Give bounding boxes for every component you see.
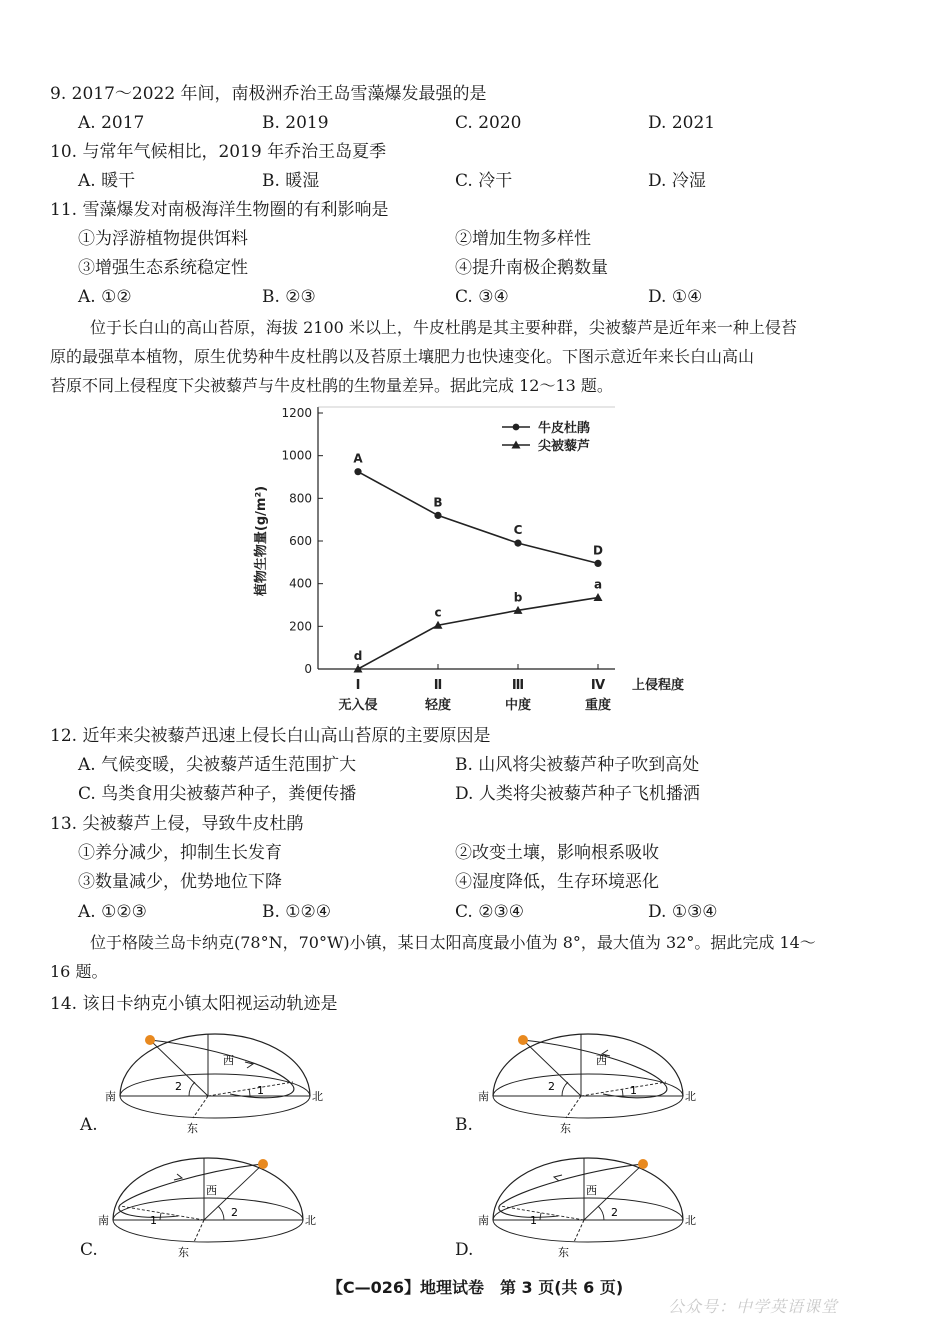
q13-item-1: ①养分减少，抑制生长发育 [78, 843, 282, 863]
q9-stem: 9. 2017～2022 年间，南极洲乔治王岛雪藻爆发最强的是 [50, 84, 487, 104]
q14-option-a[interactable]: A. [80, 1115, 98, 1135]
north-label: 北 [305, 1214, 316, 1227]
q10-option-a[interactable]: A. 暖干 [78, 171, 136, 191]
north-label: 北 [685, 1090, 696, 1103]
sun-path-diagram-b[interactable] [478, 1026, 698, 1136]
q14-option-d[interactable]: D. [455, 1240, 474, 1260]
east-label: 东 [560, 1122, 571, 1135]
data-point-label: d [353, 649, 363, 663]
y-tick-label: 1200 [281, 406, 312, 420]
sun-icon [258, 1159, 268, 1169]
direction-arrow-icon [174, 1174, 182, 1180]
y-tick-label: 400 [289, 576, 312, 591]
q13-stem: 13. 尖被藜芦上侵，导致牛皮杜鹃 [50, 814, 304, 834]
data-point-label: b [513, 590, 523, 605]
q9-option-a[interactable]: A. 2017 [78, 113, 145, 133]
q11-option-b[interactable]: B. ②③ [262, 287, 316, 307]
y-tick-label: 1000 [281, 448, 312, 463]
q12-option-a[interactable]: A. 气候变暖，尖被藜芦适生范围扩大 [78, 755, 357, 775]
legend-label: 尖被藜芦 [538, 439, 591, 454]
biomass-chart [240, 398, 710, 718]
passage2-line2: 16 题。 [50, 962, 108, 981]
south-label: 南 [478, 1214, 489, 1227]
passage1-line2: 原的最强草本植物，原生优势种牛皮杜鹃以及苔原土壤肥力也快速变化。下图示意近年来长白山高山 [50, 347, 755, 366]
sun-icon [518, 1035, 528, 1045]
y-tick-label: 800 [289, 491, 312, 506]
q11-option-d[interactable]: D. ①④ [648, 287, 703, 307]
data-point [354, 468, 361, 475]
q12-option-c[interactable]: C. 鸟类食用尖被藜芦种子，粪便传播 [78, 784, 357, 804]
legend-label: 牛皮杜鹃 [538, 421, 591, 436]
x-tick-sublabel: 重度 [584, 698, 612, 713]
x-tick-label: Ⅳ [590, 678, 606, 693]
series-line-1 [358, 472, 598, 564]
passage1-line1: 位于长白山的高山苔原，海拔 2100 米以上，牛皮杜鹃是其主要种群，尖被藜芦是近年来一种上侵苔 [90, 318, 797, 337]
east-label: 东 [187, 1122, 198, 1135]
q11-item-3: ③增强生态系统稳定性 [78, 258, 248, 278]
data-point [594, 593, 603, 601]
data-point [514, 540, 521, 547]
data-point [434, 512, 441, 519]
data-point-label: C [513, 523, 523, 538]
q14-option-b[interactable]: B. [455, 1115, 473, 1135]
q12-option-d[interactable]: D. 人类将尖被藜芦种子飞机播洒 [455, 784, 700, 804]
sun-path-diagram-c[interactable] [98, 1150, 318, 1260]
sun-icon [638, 1159, 648, 1169]
data-point-label: a [593, 577, 603, 592]
y-tick-label: 600 [289, 534, 312, 548]
sun-path-diagram-d[interactable] [478, 1150, 698, 1260]
q13-option-d[interactable]: D. ①③④ [648, 902, 718, 922]
q10-option-c[interactable]: C. 冷干 [455, 171, 513, 191]
x-tick-sublabel: 轻度 [424, 698, 452, 713]
x-tick-sublabel: 中度 [504, 698, 532, 713]
q13-item-2: ②改变土壤，影响根系吸收 [455, 843, 659, 863]
north-label: 北 [312, 1090, 323, 1103]
west-label: 西 [206, 1184, 217, 1197]
west-label: 西 [223, 1054, 234, 1067]
series-line-2 [358, 598, 598, 669]
angle-1-label: 1 [150, 1214, 157, 1227]
x-tick-label: Ⅰ [355, 678, 361, 693]
q14-option-c[interactable]: C. [80, 1240, 98, 1260]
q11-option-a[interactable]: A. ①② [78, 287, 132, 307]
q10-stem: 10. 与常年气候相比，2019 年乔治王岛夏季 [50, 142, 387, 162]
east-label: 东 [558, 1246, 569, 1259]
q11-item-1: ①为浮游植物提供饵料 [78, 229, 248, 249]
q13-option-c[interactable]: C. ②③④ [455, 902, 524, 922]
q12-stem: 12. 近年来尖被藜芦迅速上侵长白山高山苔原的主要原因是 [50, 726, 491, 746]
legend-marker [513, 424, 520, 431]
q9-option-c[interactable]: C. 2020 [455, 113, 522, 133]
south-label: 南 [105, 1090, 116, 1103]
north-label: 北 [685, 1214, 696, 1227]
west-label: 西 [586, 1184, 597, 1197]
angle-2-label: 2 [231, 1206, 238, 1219]
x-tick-label: Ⅱ [433, 678, 443, 693]
q11-item-2: ②增加生物多样性 [455, 229, 591, 249]
x-tick-label: Ⅲ [511, 678, 525, 693]
q9-option-d[interactable]: D. 2021 [648, 113, 716, 133]
angle-2-label: 2 [548, 1080, 555, 1093]
q13-option-a[interactable]: A. ①②③ [78, 902, 147, 922]
sun-path-diagram-a[interactable] [105, 1026, 325, 1136]
x-tick-sublabel: 无入侵 [338, 698, 378, 713]
y-axis-title: 植物生物量(g/m²) [254, 485, 269, 597]
x-axis-title: 上侵程度 [632, 678, 685, 693]
q9-option-b[interactable]: B. 2019 [262, 113, 329, 133]
west-label: 西 [596, 1054, 607, 1067]
data-point-label: A [353, 451, 363, 466]
sun-icon [145, 1035, 155, 1045]
data-point-label: D [593, 543, 603, 558]
page-footer: 【C—026】地理试卷 第 3 页(共 6 页) [326, 1278, 624, 1297]
q10-option-d[interactable]: D. 冷湿 [648, 171, 706, 191]
q10-option-b[interactable]: B. 暖湿 [262, 171, 320, 191]
q13-option-b[interactable]: B. ①②④ [262, 902, 332, 922]
angle-1-label: 1 [257, 1084, 264, 1097]
data-point-label: B [433, 495, 443, 510]
q13-item-4: ④湿度降低，生存环境恶化 [455, 872, 659, 892]
q11-stem: 11. 雪藻爆发对南极海洋生物圈的有利影响是 [50, 200, 389, 220]
angle-1-label: 1 [530, 1214, 537, 1227]
y-tick-label: 200 [289, 619, 312, 634]
passage2-line1: 位于格陵兰岛卡纳克(78°N，70°W)小镇，某日太阳高度最小值为 8°，最大值为 32°。据此完成 14～ [90, 933, 816, 952]
y-tick-label: 0 [304, 662, 312, 676]
data-point [594, 560, 601, 567]
south-label: 南 [478, 1090, 489, 1103]
angle-2-label: 2 [611, 1206, 618, 1219]
watermark: 公众号：中学英语课堂 [668, 1297, 839, 1316]
q11-item-4: ④提升南极企鹅数量 [455, 258, 608, 278]
passage1-line3: 苔原不同上侵程度下尖被藜芦与牛皮杜鹃的生物量差异。据此完成 12～13 题。 [50, 376, 613, 395]
angle-2-label: 2 [175, 1080, 182, 1093]
south-label: 南 [98, 1214, 109, 1227]
q13-item-3: ③数量减少，优势地位下降 [78, 872, 282, 892]
data-point-label: c [434, 605, 442, 620]
east-label: 东 [178, 1246, 189, 1259]
q12-option-b[interactable]: B. 山风将尖被藜芦种子吹到高处 [455, 755, 700, 775]
angle-1-label: 1 [630, 1084, 637, 1097]
q11-option-c[interactable]: C. ③④ [455, 287, 509, 307]
q14-stem: 14. 该日卡纳克小镇太阳视运动轨迹是 [50, 994, 338, 1014]
